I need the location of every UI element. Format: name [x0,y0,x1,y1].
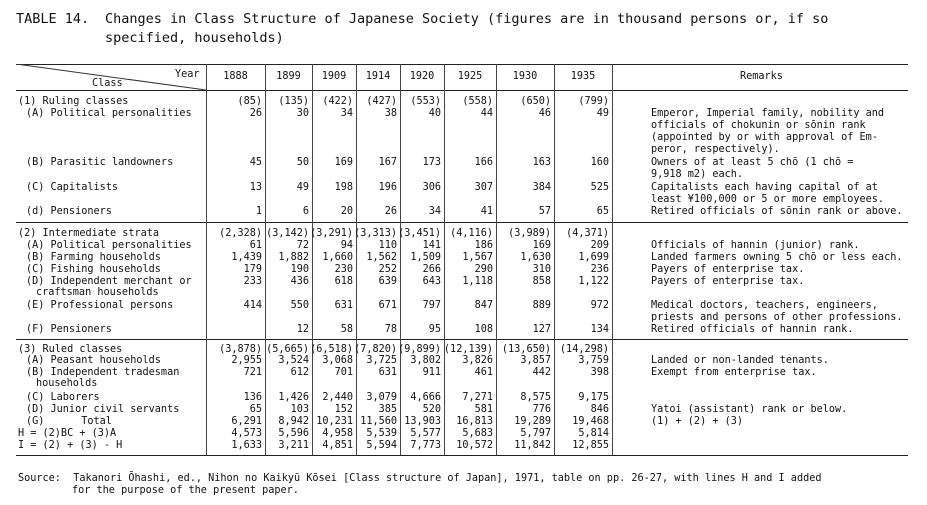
row-remark: (appointed by or with approval of Em- [651,132,878,143]
row-label-cont: households [36,378,98,389]
cell-value: (135) [278,96,309,107]
row-label: (d) Pensioners [26,206,112,217]
cell-value: 61 [249,240,262,251]
cell-value: (3,451) [398,228,441,239]
cell-value: 797 [422,300,441,311]
cell-value: 310 [532,264,551,275]
cell-value: 41 [480,206,493,217]
cell-value: 385 [378,404,397,415]
cell-value: 173 [422,157,441,168]
cell-value: 1,562 [366,252,397,263]
row-remark: Emperor, Imperial family, nobility and [651,108,885,119]
cell-value: 110 [378,240,397,251]
cell-value: 266 [422,264,441,275]
row-label: (F) Pensioners [26,324,112,335]
cell-value: 45 [249,157,262,168]
cell-value: 179 [243,264,262,275]
cell-value: 889 [532,300,551,311]
cell-value: 671 [378,300,397,311]
cell-value: 1,567 [462,252,493,263]
cell-value: 44 [480,108,493,119]
row-label: (C) Capitalists [26,182,119,193]
row-label: (B) Independent tradesman [26,367,180,378]
header-year-1899: 1899 [276,71,301,82]
cell-value: 550 [290,300,309,311]
cell-value: 1,699 [578,252,609,263]
row-remark: priests and persons of other professions. [651,312,903,323]
row-label: (B) Parasitic landowners [26,157,174,168]
cell-value: (3,878) [219,344,262,355]
cell-value: 10,572 [456,440,493,451]
cell-value: 639 [378,276,397,287]
cell-value: (3,989) [508,228,551,239]
rule-section1 [16,222,908,223]
cell-value: 5,596 [278,428,309,439]
cell-value: 1,882 [278,252,309,263]
cell-value: 4,666 [410,392,441,403]
row-remark: officials of chokunin or sōnin rank [651,120,866,131]
cell-value: 442 [532,367,551,378]
cell-value: 186 [474,240,493,251]
row-label: (D) Independent merchant or [26,276,192,287]
cell-value: 166 [474,157,493,168]
cell-value: 50 [296,157,309,168]
cell-value: 1,122 [578,276,609,287]
row-label: (D) Junior civil servants [26,404,180,415]
row-remark: 9,918 m2) each. [651,169,744,180]
row-remark: Medical doctors, teachers, engineers, [651,300,878,311]
cell-value: 10,231 [316,416,353,427]
cell-value: 1 [255,206,262,217]
cell-value: 1,509 [410,252,441,263]
cell-value: (3,142) [266,228,309,239]
cell-value: 141 [422,240,441,251]
cell-value: 169 [334,157,353,168]
cell-value: 858 [532,276,551,287]
cell-value: 290 [474,264,493,275]
row-label: I = (2) + (3) - H [18,440,123,451]
header-year-1888: 1888 [223,71,248,82]
cell-value: 4,958 [322,428,353,439]
cell-value: 65 [249,404,262,415]
cell-value: 721 [243,367,262,378]
cell-value: (13,650) [501,344,551,355]
cell-value: 701 [334,367,353,378]
cell-value: 95 [428,324,441,335]
cell-value: 136 [243,392,262,403]
cell-value: 1,630 [520,252,551,263]
cell-value: 2,440 [322,392,353,403]
cell-value: 34 [340,108,353,119]
cell-value: 5,683 [462,428,493,439]
cell-value: 11,842 [514,440,551,451]
cell-value: (5,665) [266,344,309,355]
cell-value: 631 [334,300,353,311]
cell-value: 58 [340,324,353,335]
cell-value: 252 [378,264,397,275]
cell-value: 643 [422,276,441,287]
cell-value: (4,116) [450,228,493,239]
cell-value: 3,079 [366,392,397,403]
cell-value: 612 [290,367,309,378]
cell-value: 2,955 [231,355,262,366]
column-divider [612,64,613,455]
cell-value: 3,068 [322,355,353,366]
cell-value: 306 [422,182,441,193]
cell-value: 525 [590,182,609,193]
cell-value: 618 [334,276,353,287]
header-year-1920: 1920 [409,71,435,82]
cell-value: (558) [462,96,493,107]
cell-value: 847 [474,300,493,311]
cell-value: 152 [334,404,353,415]
cell-value: (14,298) [559,344,609,355]
row-label: (A) Peasant households [26,355,161,366]
row-remark: peror, respectively). [651,144,780,155]
cell-value: 236 [590,264,609,275]
header-year-1930: 1930 [512,71,538,82]
cell-value: 16,813 [456,416,493,427]
cell-value: 3,524 [278,355,309,366]
cell-value: 6 [302,206,309,217]
cell-value: 196 [378,182,397,193]
table-title-line1: Changes in Class Structure of Japanese Society (figures are in thousand persons or, if so [105,11,829,27]
cell-value: (3,313) [354,228,397,239]
cell-value: 12 [296,324,309,335]
cell-value: 3,826 [462,355,493,366]
cell-value: 233 [243,276,262,287]
source-line1: Source: Takanori Ōhashi, ed., Nihon no Kaikyū Kōsei [Class structure of Japan], 1971, table on pp. 26-27, with lines H and I added [18,473,822,484]
cell-value: 9,175 [578,392,609,403]
cell-value: 5,539 [366,428,397,439]
cell-value: 581 [474,404,493,415]
source-line2: for the purpose of the present paper. [72,485,299,496]
cell-value: (7,820) [354,344,397,355]
row-label: (A) Political personalities [26,108,192,119]
cell-value: (553) [410,96,441,107]
cell-value: 461 [474,367,493,378]
cell-value: (12,139) [443,344,493,355]
cell-value: 94 [340,240,353,251]
cell-value: (6,518) [310,344,353,355]
row-remark: Owners of at least 5 chō (1 chō = [651,157,854,168]
row-remark: Landed farmers owning 5 chō or less each. [651,252,903,263]
row-label: (A) Political personalities [26,240,192,251]
cell-value: 7,773 [410,440,441,451]
cell-value: 198 [334,182,353,193]
row-label: (G) Total [26,416,112,427]
row-remark: (1) + (2) + (3) [651,416,744,427]
row-remark: least ¥100,000 or 5 or more employees. [651,194,885,205]
cell-value: 57 [538,206,551,217]
cell-value: (3,291) [310,228,353,239]
cell-value: 19,289 [514,416,551,427]
cell-value: 26 [249,108,262,119]
row-remark: Capitalists each having capital of at [651,182,878,193]
cell-value: 78 [384,324,397,335]
cell-value: (799) [578,96,609,107]
cell-value: 911 [422,367,441,378]
cell-value: (9,899) [398,344,441,355]
cell-value: 384 [532,182,551,193]
row-label: (C) Laborers [26,392,100,403]
cell-value: 1,633 [231,440,262,451]
rule-section2 [16,339,908,340]
cell-value: 520 [422,404,441,415]
header-year-1914: 1914 [365,71,391,82]
row-label: (1) Ruling classes [18,96,129,107]
cell-value: 307 [474,182,493,193]
cell-value: (4,371) [566,228,609,239]
cell-value: 1,426 [278,392,309,403]
cell-value: 13,903 [404,416,441,427]
cell-value: 209 [590,240,609,251]
cell-value: 127 [532,324,551,335]
rule-bottom [16,455,908,456]
cell-value: 72 [296,240,309,251]
row-label: H = (2)BC + (3)A [18,428,117,439]
cell-value: 134 [590,324,609,335]
cell-value: 8,942 [278,416,309,427]
cell-value: 3,857 [520,355,551,366]
row-remark: Landed or non-landed tenants. [651,355,829,366]
cell-value: 4,573 [231,428,262,439]
cell-value: 631 [378,367,397,378]
cell-value: 5,577 [410,428,441,439]
row-remark: Exempt from enterprise tax. [651,367,817,378]
cell-value: 1,439 [231,252,262,263]
row-label: (B) Farming households [26,252,161,263]
header-year-1935: 1935 [570,71,596,82]
row-label: (3) Ruled classes [18,344,123,355]
cell-value: 5,797 [520,428,551,439]
cell-value: 34 [428,206,441,217]
cell-value: 230 [334,264,353,275]
cell-value: 846 [590,404,609,415]
cell-value: 108 [474,324,493,335]
cell-value: 190 [290,264,309,275]
cell-value: 436 [290,276,309,287]
cell-value: 103 [290,404,309,415]
cell-value: 13 [249,182,262,193]
cell-value: 49 [296,182,309,193]
cell-value: 3,759 [578,355,609,366]
row-label: (E) Professional persons [26,300,174,311]
row-label: (2) Intermediate strata [18,228,160,239]
cell-value: 169 [532,240,551,251]
cell-value: 30 [296,108,309,119]
cell-value: 38 [384,108,397,119]
row-remark: Payers of enterprise tax. [651,276,805,287]
row-remark: Retired officials of sōnin rank or above. [651,206,903,217]
cell-value: 414 [243,300,262,311]
row-label-cont: craftsman households [36,287,159,298]
cell-value: 12,855 [572,440,609,451]
cell-value: 5,594 [366,440,397,451]
row-remark: Officials of hannin (junior) rank. [651,240,860,251]
cell-value: 4,851 [322,440,353,451]
header-year-1925: 1925 [457,71,483,82]
rule-header [16,90,908,91]
cell-value: 3,211 [278,440,309,451]
header-year-1909: 1909 [321,71,347,82]
row-remark: Yatoi (assistant) rank or below. [651,404,848,415]
cell-value: 46 [538,108,551,119]
cell-value: 163 [532,157,551,168]
cell-value: 6,291 [231,416,262,427]
cell-value: 3,802 [410,355,441,366]
cell-value: 5,814 [578,428,609,439]
cell-value: 8,575 [520,392,551,403]
cell-value: (85) [237,96,262,107]
cell-value: 65 [596,206,609,217]
row-remark: Retired officials of hannin rank. [651,324,854,335]
header-year: Year [175,69,200,80]
cell-value: 20 [340,206,353,217]
cell-value: 1,118 [462,276,493,287]
cell-value: 19,468 [572,416,609,427]
cell-value: 398 [590,367,609,378]
cell-value: 49 [596,108,609,119]
table-title-line2: specified, households) [105,30,284,46]
cell-value: (422) [322,96,353,107]
cell-value: 160 [590,157,609,168]
cell-value: 776 [532,404,551,415]
table-title-label: TABLE 14. [16,11,90,27]
header-remarks: Remarks [740,71,783,82]
cell-value: 7,271 [462,392,493,403]
cell-value: 40 [428,108,441,119]
cell-value: 1,660 [322,252,353,263]
cell-value: 3,725 [366,355,397,366]
cell-value: 26 [384,206,397,217]
row-label: (C) Fishing households [26,264,161,275]
row-remark: Payers of enterprise tax. [651,264,805,275]
cell-value: 972 [590,300,609,311]
cell-value: 167 [378,157,397,168]
header-class: Class [92,78,123,89]
cell-value: (427) [366,96,397,107]
cell-value: 11,560 [360,416,397,427]
cell-value: (2,328) [219,228,262,239]
cell-value: (650) [520,96,551,107]
